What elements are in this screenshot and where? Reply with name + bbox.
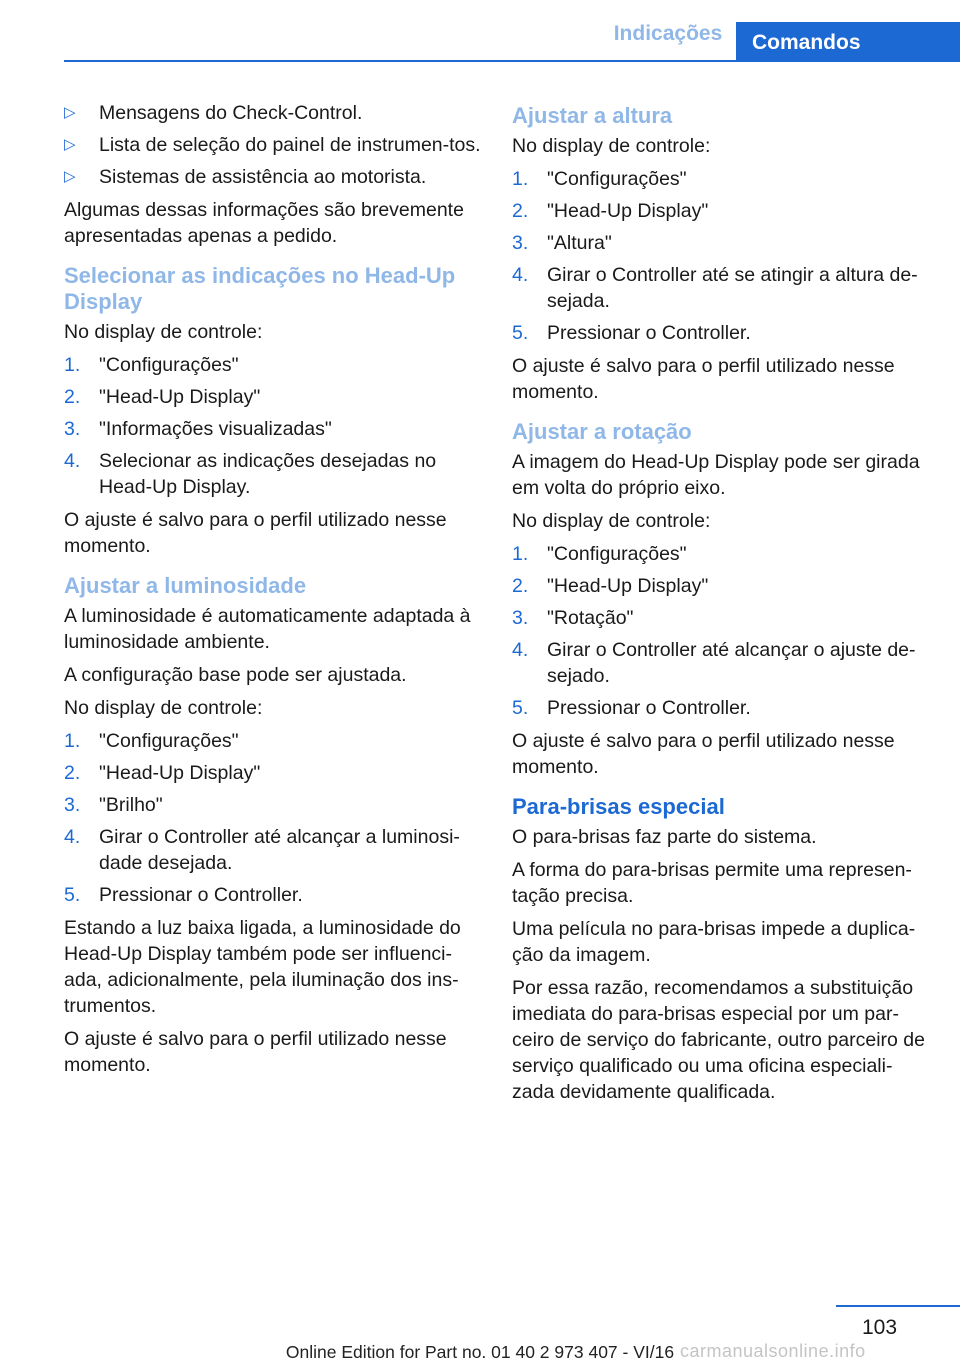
- section-lead: No display de controle:: [64, 321, 263, 343]
- page-number: 103: [862, 1316, 898, 1339]
- step-number: 5.: [512, 322, 529, 344]
- step-number: 1.: [512, 168, 529, 190]
- step-number: 1.: [64, 730, 81, 752]
- footer-rule: [836, 1305, 960, 1307]
- section-lead: No display de controle:: [64, 697, 263, 719]
- edition-line: Online Edition for Part no. 01 40 2 973 407 - VI/16: [285, 1342, 675, 1362]
- step-number: 1.: [512, 543, 529, 565]
- list-item: 2. "Head-Up Display": [512, 200, 709, 222]
- paragraph: Estando a luz baixa ligada, a luminosidade do Head-Up Display também pode ser influenci‐ada, adicionalmente, pela iluminação dos ins‐trumentos.: [64, 917, 461, 1017]
- step-number: 2.: [64, 386, 81, 408]
- section-note: O ajuste é salvo para o perfil utilizado nesse momento.: [512, 355, 895, 403]
- list-item: 5. Pressionar o Controller.: [64, 884, 303, 906]
- paragraph: O para-brisas faz parte do sistema.: [512, 826, 817, 848]
- section-note: O ajuste é salvo para o perfil utilizado nesse momento.: [512, 730, 895, 778]
- list-item: 3. "Altura": [512, 232, 612, 254]
- intro-note: Algumas dessas informações são brevemente apresentadas apenas a pedido.: [64, 199, 464, 247]
- list-item: 2. "Head-Up Display": [64, 386, 261, 408]
- step-number: 2.: [512, 200, 529, 222]
- paragraph: Uma película no para-brisas impede a duplica‐ção da imagem.: [512, 918, 916, 966]
- info-bullet-list: [64, 100, 482, 190]
- list-item: 1. "Configurações": [64, 730, 239, 752]
- paragraph: A imagem do Head-Up Display pode ser girada em volta do próprio eixo.: [512, 451, 920, 499]
- steps-list: [64, 352, 482, 500]
- list-item: 5. Pressionar o Controller.: [512, 697, 751, 719]
- step-number: 3.: [512, 607, 529, 629]
- list-item: 3. "Rotação": [512, 607, 634, 629]
- list-item: 5. Pressionar o Controller.: [512, 322, 751, 344]
- step-number: 3.: [512, 232, 529, 254]
- list-item: 4. Girar o Controller até alcançar o ajuste de‐sejado.: [512, 639, 916, 687]
- step-number: 5.: [512, 697, 529, 719]
- section-heading-rotation: Ajustar a rotação: [512, 419, 692, 444]
- step-number: 4.: [64, 826, 81, 848]
- list-item: 4. Girar o Controller até se atingir a altura de‐sejada.: [512, 264, 918, 312]
- triangle-bullet-icon: ▷: [64, 104, 76, 121]
- paragraph: A forma do para-brisas permite uma represen‐tação precisa.: [512, 859, 912, 907]
- list-item: 2. "Head-Up Display": [512, 575, 709, 597]
- steps-list: [64, 728, 482, 908]
- list-item: ▷ Sistemas de assistência ao motorista.: [64, 166, 427, 188]
- section-heading-special-windshield: Para-brisas especial: [512, 794, 725, 819]
- paragraph: A luminosidade é automaticamente adaptada à luminosidade ambiente.: [64, 605, 471, 653]
- step-number: 1.: [64, 354, 81, 376]
- paragraph: Por essa razão, recomendamos a substituição imediata do para-brisas especial por um par‐ceiro de serviço do fabricante, outro parceiro de serviço qualificado ou uma oficina especiali‐zada devidamente qualificada.: [512, 977, 925, 1103]
- section-note: O ajuste é salvo para o perfil utilizado nesse momento.: [64, 1028, 447, 1076]
- step-number: 2.: [512, 575, 529, 597]
- header-rule: [64, 60, 960, 62]
- chapter-tab[interactable]: Comandos: [736, 22, 960, 62]
- step-number: 3.: [64, 794, 81, 816]
- list-item: 1. "Configurações": [512, 543, 687, 565]
- steps-list: [512, 166, 930, 346]
- list-item: 1. "Configurações": [512, 168, 687, 190]
- section-tab[interactable]: Indicações: [613, 22, 723, 45]
- triangle-bullet-icon: ▷: [64, 168, 76, 185]
- section-heading-select-indications: Selecionar as indicações no Head-Up Display: [64, 263, 456, 314]
- triangle-bullet-icon: ▷: [64, 136, 76, 153]
- paragraph: A configuração base pode ser ajustada.: [64, 664, 407, 686]
- list-item: 1. "Configurações": [64, 354, 239, 376]
- step-number: 3.: [64, 418, 81, 440]
- section-lead: No display de controle:: [512, 135, 711, 157]
- list-item: ▷ Lista de seleção do painel de instrumen‐tos.: [64, 134, 481, 156]
- list-item: 3. "Informações visualizadas": [64, 418, 332, 440]
- steps-list: [512, 541, 930, 721]
- section-lead: No display de controle:: [512, 510, 711, 532]
- page-header: [0, 0, 960, 62]
- list-item: 4. Girar o Controller até alcançar a luminosi‐dade desejada.: [64, 826, 460, 874]
- watermark: carmanualsonline.info: [680, 1341, 866, 1361]
- step-number: 4.: [512, 264, 529, 286]
- section-heading-height: Ajustar a altura: [512, 103, 673, 128]
- left-column: [64, 100, 482, 1085]
- step-number: 2.: [64, 762, 81, 784]
- list-item: 4. Selecionar as indicações desejadas no Head-Up Display.: [64, 450, 437, 498]
- section-note: O ajuste é salvo para o perfil utilizado nesse momento.: [64, 509, 447, 557]
- step-number: 4.: [512, 639, 529, 661]
- step-number: 5.: [64, 884, 81, 906]
- list-item: 3. "Brilho": [64, 794, 163, 816]
- list-item: 2. "Head-Up Display": [64, 762, 261, 784]
- right-column: [512, 100, 930, 1112]
- step-number: 4.: [64, 450, 81, 472]
- list-item: ▷ Mensagens do Check-Control.: [64, 102, 363, 124]
- section-heading-brightness: Ajustar a luminosidade: [64, 573, 307, 598]
